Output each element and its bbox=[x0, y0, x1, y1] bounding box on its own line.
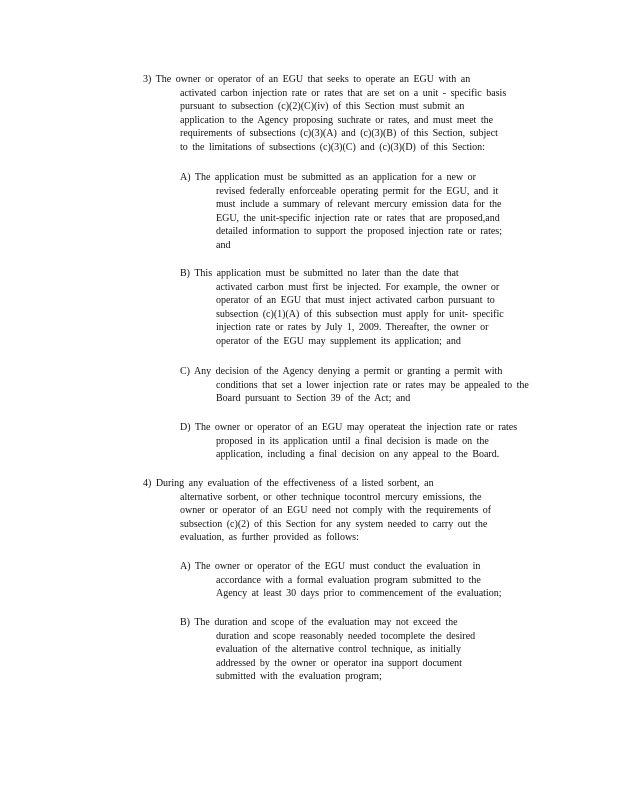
text-line: application, including a final decision on any appeal to the Board. bbox=[216, 449, 500, 460]
text-line: owner or operator of an EGU need not comply with the requirements of bbox=[180, 505, 492, 516]
text-line: operator of the EGU may supplement its application; and bbox=[216, 335, 461, 347]
text-line: activated carbon must first be injected. For example, the owner or bbox=[216, 281, 500, 293]
section-3b-paragraph bbox=[180, 267, 504, 348]
text-line: activated carbon injection rate or rates that are set on a unit - specific basis bbox=[180, 87, 507, 99]
text-line: to the limitations of subsections (c)(3)(C) and (c)(3)(D) of this Section: bbox=[180, 141, 485, 153]
text-line: D) The owner or operator of an EGU may operateat the injection rate or rates bbox=[180, 422, 518, 433]
text-line: detailed information to support the proposed injection rate or rates; bbox=[216, 226, 502, 237]
text-line: application to the Agency proposing suchrate or rates, and must meet the bbox=[180, 114, 494, 126]
text-line: duration and scope reasonably needed tocomplete the desired bbox=[216, 630, 476, 642]
text-line: subsection (c)(2) of this Section for any system needed to carry out the bbox=[180, 518, 488, 530]
text-line: C) Any decision of the Agency denying a permit or granting a permit with bbox=[180, 366, 503, 377]
text-line: accordance with a formal evaluation program submitted to the bbox=[216, 574, 481, 586]
text-line: 3) The owner or operator of an EGU that seeks to operate an EGU with an bbox=[143, 74, 471, 85]
text-line: A) The owner or operator of the EGU must conduct the evaluation in bbox=[180, 561, 481, 572]
section-4a-paragraph bbox=[180, 560, 501, 601]
text-line: evaluation of the alternative control technique, as initially bbox=[216, 644, 462, 655]
text-line: subsection (c)(1)(A) of this subsection must apply for unit- specific bbox=[216, 308, 504, 320]
section-3a-paragraph bbox=[180, 171, 502, 252]
text-line: evaluation, as further provided as follows: bbox=[180, 532, 359, 543]
text-line: pursuant to subsection (c)(2)(C)(iv) of this Section must submit an bbox=[180, 101, 465, 112]
text-line: 4) During any evaluation of the effectiveness of a listed sorbent, an bbox=[143, 478, 434, 489]
text-line: injection rate or rates by July 1, 2009. Thereafter, the owner or bbox=[216, 322, 489, 333]
text-line: B) This application must be submitted no later than the date that bbox=[180, 268, 459, 279]
text-line: must include a summary of relevant mercury emission data for the bbox=[216, 199, 502, 210]
text-line: revised federally enforceable operating permit for the EGU, and it bbox=[216, 185, 499, 197]
text-line: alternative sorbent, or other technique tocontrol mercury emissions, the bbox=[180, 491, 482, 503]
text-line: EGU, the unit-specific injection rate or rates that are proposed,and bbox=[216, 212, 500, 224]
section-3c-paragraph bbox=[180, 365, 529, 406]
text-line: submitted with the evaluation program; bbox=[216, 671, 382, 682]
section-3d-paragraph bbox=[180, 421, 517, 462]
text-line: B) The duration and scope of the evaluation may not exceed the bbox=[180, 617, 458, 628]
text-line: and bbox=[216, 239, 231, 251]
section-3-paragraph bbox=[143, 73, 506, 154]
section-4b-paragraph bbox=[180, 616, 475, 684]
text-line: A) The application must be submitted as an application for a new or bbox=[180, 172, 476, 183]
text-line: addressed by the owner or operator ina support document bbox=[216, 657, 462, 669]
text-line: Board pursuant to Section 39 of the Act; and bbox=[216, 393, 411, 404]
text-line: requirements of subsections (c)(3)(A) and (c)(3)(B) of this Section, subject bbox=[180, 128, 498, 139]
text-line: conditions that set a lower injection rate or rates may be appealed to the bbox=[216, 379, 529, 391]
section-4-paragraph bbox=[143, 477, 491, 545]
text-line: operator of an EGU that must inject activated carbon pursuant to bbox=[216, 295, 495, 306]
text-line: Agency at least 30 days prior to commencement of the evaluation; bbox=[216, 588, 502, 599]
text-line: proposed in its application until a final decision is made on the bbox=[216, 435, 489, 447]
